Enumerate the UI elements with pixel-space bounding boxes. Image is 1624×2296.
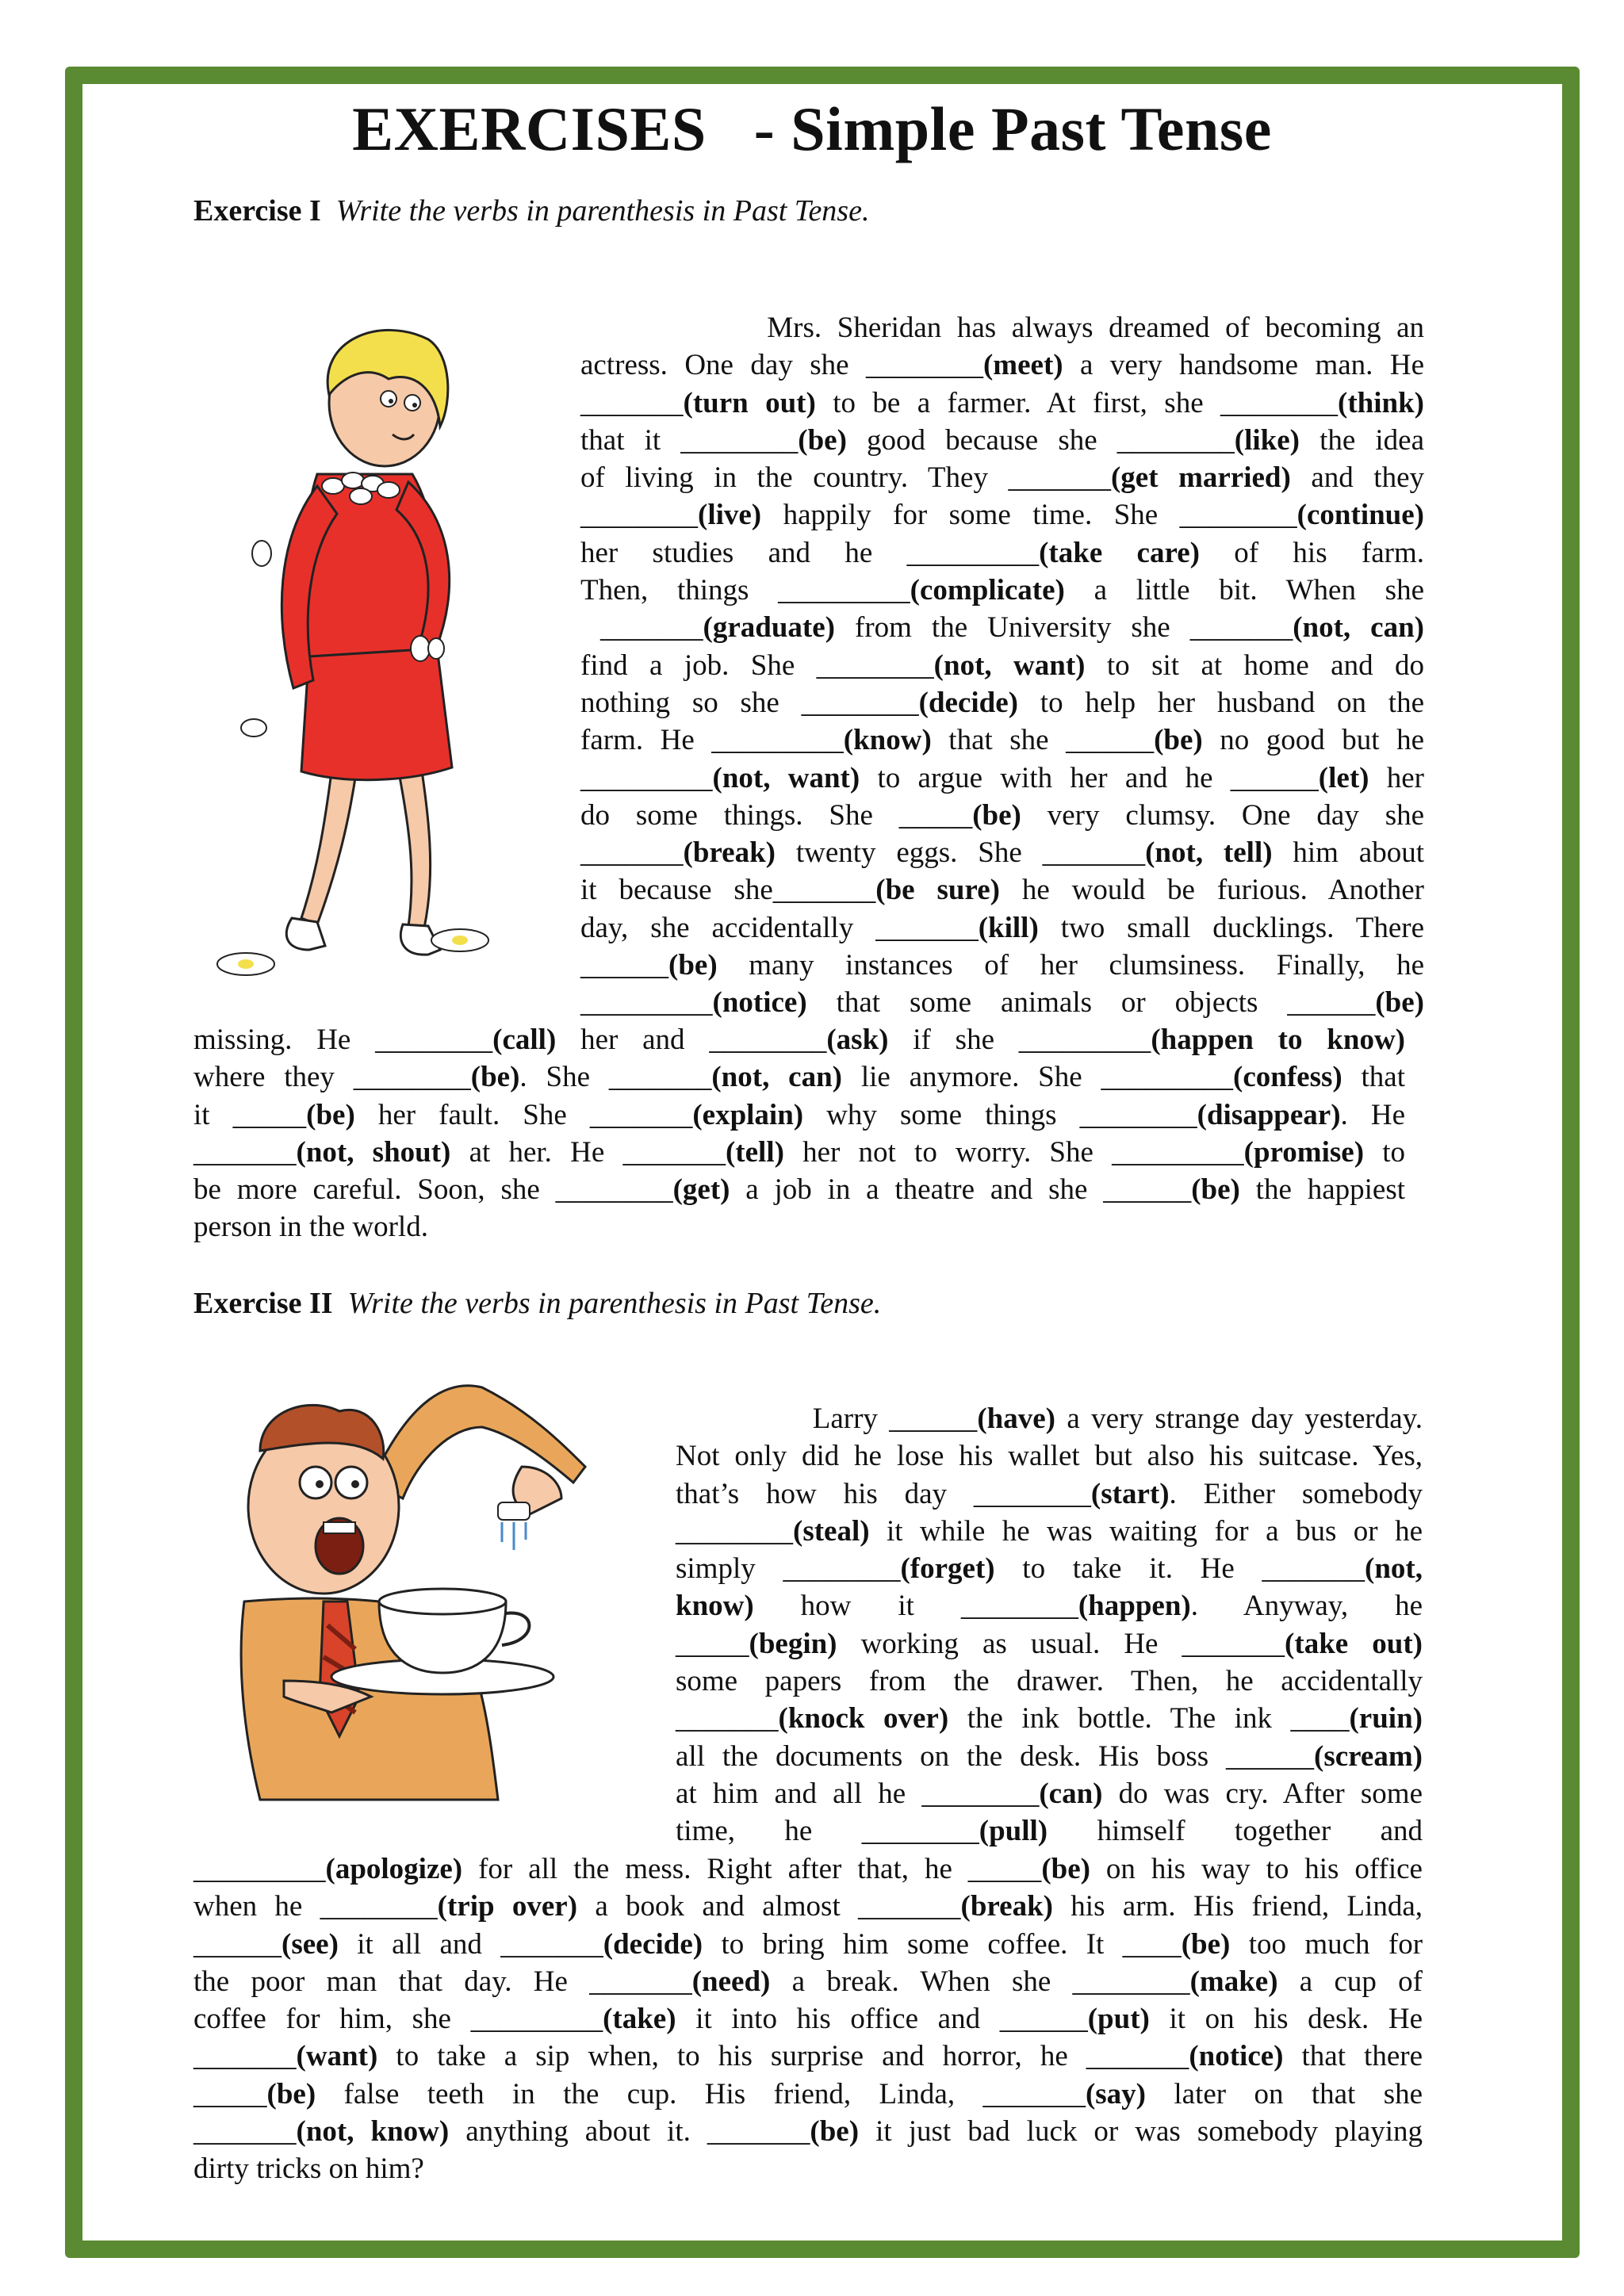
text-segment: _________ [580, 986, 713, 1020]
text-segment: it on his desk. He [1149, 2003, 1423, 2036]
text-segment: to argue with her and he ______ [860, 761, 1319, 794]
verb-prompt: (pull) [979, 1815, 1048, 1848]
text-segment: and they [1290, 461, 1425, 495]
text-segment: day, she accidentally _______ [580, 911, 979, 944]
text-segment: her fault. She _______ [354, 1098, 693, 1131]
exercise-2-text-beside-image [676, 1400, 1423, 1850]
text-line [580, 721, 1424, 759]
verb-prompt: (be) [306, 1098, 355, 1131]
verb-prompt: (continue) [1297, 499, 1424, 532]
verb-prompt: (confess) [1233, 1061, 1342, 1094]
text-line [580, 309, 1424, 346]
verb-prompt: (kill) [978, 911, 1039, 944]
text-line [580, 684, 1424, 721]
verb-prompt: (turn out) [683, 386, 816, 419]
text-segment: if she _________ [888, 1024, 1151, 1056]
text-line [193, 1850, 1423, 1888]
verb-prompt: (complicate) [910, 574, 1065, 607]
verb-prompt: (take) [603, 2003, 676, 2036]
text-segment: ________ [676, 1514, 793, 1548]
text-segment: that [1342, 1061, 1406, 1094]
verb-prompt: (think) [1338, 386, 1424, 419]
text-line [193, 1926, 1423, 1963]
verb-prompt: (let) [1318, 761, 1369, 794]
text-line [580, 572, 1424, 609]
text-segment: Not only did he lose his wallet but also his suitcase. Yes, [676, 1440, 1423, 1473]
text-segment: her [1369, 761, 1424, 794]
text-segment: twenty eggs. She _______ [775, 836, 1146, 870]
text-segment: why some things ________ [803, 1098, 1197, 1131]
verb-prompt: (start) [1090, 1477, 1170, 1510]
text-segment: many instances of her clumsiness. Finally, he [717, 949, 1424, 982]
text-segment: actress. One day she ________ [580, 349, 983, 382]
verb-prompt: (can) [1039, 1777, 1103, 1810]
verb-prompt: know) [676, 1590, 754, 1623]
verb-prompt: (say) [1085, 2077, 1146, 2110]
text-segment: time, he ________ [676, 1815, 979, 1848]
verb-prompt: (not, [1365, 1552, 1423, 1586]
verb-prompt: (graduate) [703, 611, 835, 645]
text-line [193, 2038, 1423, 2075]
text-segment: good because she ________ [846, 423, 1235, 457]
text-segment: all the documents on the desk. His boss ______ [676, 1739, 1315, 1773]
verb-prompt: (be) [266, 2077, 316, 2110]
exercise-1-instruction: Write the verbs in parenthesis in Past Tense. [335, 194, 870, 228]
text-segment: later on that she [1146, 2077, 1423, 2110]
text-segment: too much for [1230, 1927, 1423, 1961]
text-segment: _______ [193, 2115, 297, 2149]
text-line [580, 909, 1424, 947]
verb-prompt: (notice) [1189, 2040, 1284, 2073]
text-segment: a little bit. When she [1064, 574, 1424, 607]
text-segment: the ink bottle. The ink ____ [948, 1702, 1350, 1735]
text-segment: a cup of [1277, 1965, 1423, 1998]
text-segment: from the University she _______ [834, 611, 1293, 645]
text-segment: of his farm. [1199, 536, 1424, 569]
verb-prompt: (call) [492, 1024, 557, 1056]
verb-prompt: (forget) [900, 1552, 995, 1586]
text-segment: _______ [580, 836, 684, 870]
text-line [580, 534, 1424, 572]
verb-prompt: (tell) [725, 1135, 784, 1169]
text-line [580, 834, 1424, 871]
text-segment: that’s how his day ________ [676, 1477, 1091, 1510]
verb-prompt: (be) [668, 949, 718, 982]
text-segment: very clumsy. One day she [1021, 798, 1425, 832]
verb-prompt: (put) [1087, 2003, 1150, 2036]
text-line [580, 871, 1424, 909]
text-segment: himself together and [1048, 1815, 1423, 1848]
text-line [580, 797, 1424, 834]
exercise-2-label: Exercise II [193, 1287, 333, 1320]
verb-prompt: (get married) [1110, 461, 1291, 495]
text-line [676, 1550, 1423, 1587]
text-segment: to [1364, 1135, 1406, 1169]
text-segment: on his way to his office [1090, 1853, 1423, 1885]
exercise-2-instruction: Write the verbs in parenthesis in Past Tense. [347, 1287, 882, 1320]
text-segment: a break. When she ________ [770, 1965, 1190, 1998]
text-segment: ______ [193, 1927, 282, 1961]
text-segment: it because she_______ [580, 874, 876, 907]
text-line [676, 1475, 1423, 1513]
text-segment: to sit at home and do [1085, 649, 1424, 682]
text-segment: lie anymore. She _________ [841, 1061, 1233, 1094]
verb-prompt: (see) [282, 1927, 339, 1961]
text-segment: do some things. She _____ [580, 798, 973, 832]
text-segment: at him and all he ________ [676, 1777, 1040, 1810]
text-line [676, 1437, 1423, 1475]
text-line [193, 2076, 1423, 2113]
verb-prompt: (be) [798, 423, 847, 457]
text-line [193, 1021, 1405, 1058]
verb-prompt: (ask) [826, 1024, 889, 1056]
text-line [676, 1587, 1423, 1624]
text-segment: _________ [580, 761, 713, 794]
text-line [193, 1888, 1423, 1925]
exercise-1-text-beside-image [580, 309, 1424, 1022]
verb-prompt: (steal) [793, 1514, 870, 1548]
text-line [676, 1625, 1423, 1663]
text-segment: her not to worry. She _________ [783, 1135, 1244, 1169]
verb-prompt: (apologize) [325, 1853, 463, 1885]
verb-prompt: (not, can) [1293, 611, 1425, 645]
verb-prompt: (ruin) [1349, 1702, 1423, 1735]
text-segment: his arm. His friend, Linda, [1053, 1890, 1423, 1923]
verb-prompt: (trip over) [437, 1890, 578, 1923]
text-segment: happily for some time. She ________ [761, 499, 1297, 532]
verb-prompt: (take out) [1285, 1627, 1423, 1660]
text-segment: a book and almost _______ [577, 1890, 961, 1923]
text-line [193, 1171, 1405, 1208]
text-segment: Mrs. Sheridan has always dreamed of becoming an [580, 312, 1424, 344]
text-segment: Then, things _________ [580, 574, 910, 607]
text-segment: _________ [193, 1853, 326, 1885]
exercise-2-text-full-width [193, 1850, 1423, 2188]
text-segment: do was cry. After some [1102, 1777, 1423, 1810]
text-segment: for all the mess. Right after that, he _____ [462, 1853, 1042, 1885]
verb-prompt: (meet) [982, 349, 1063, 382]
text-segment: that there [1283, 2040, 1423, 2073]
exercise-1-text-full-width [193, 1021, 1405, 1246]
verb-prompt: (not, want) [712, 761, 860, 794]
verb-prompt: (not, know) [296, 2115, 450, 2149]
text-segment: to take a sip when, to his surprise and horror, he _______ [377, 2040, 1189, 2073]
text-segment: it into his office and ______ [676, 2003, 1088, 2036]
text-segment: person in the world. [193, 1211, 428, 1244]
verb-prompt: (happen) [1078, 1590, 1191, 1623]
text-segment: that it ________ [580, 423, 799, 457]
text-segment: ________ [580, 499, 698, 532]
verb-prompt: (get) [672, 1173, 730, 1207]
text-segment: him about [1272, 836, 1424, 870]
text-segment: no good but he [1202, 724, 1424, 757]
text-line [193, 2150, 1423, 2187]
verb-prompt: (promise) [1243, 1135, 1365, 1169]
text-segment: the idea [1299, 423, 1425, 457]
text-segment: the happiest [1239, 1173, 1405, 1207]
text-segment: . Either somebody [1169, 1477, 1423, 1510]
text-segment: _______ [580, 611, 703, 645]
shocked-man-illustration [213, 1364, 657, 1808]
verb-prompt: (take care) [1039, 536, 1200, 569]
text-segment: some papers from the drawer. Then, he accidentally [676, 1665, 1423, 1698]
verb-prompt: (not, can) [711, 1061, 842, 1094]
text-line [676, 1513, 1423, 1550]
text-segment: when he ________ [193, 1890, 438, 1923]
verb-prompt: (be) [1191, 1173, 1240, 1207]
verb-prompt: (like) [1234, 423, 1300, 457]
verb-prompt: (notice) [712, 986, 807, 1020]
exercise-2-heading [193, 1286, 881, 1321]
text-segment: dirty tricks on him? [193, 2152, 424, 2186]
text-segment: two small ducklings. There [1038, 911, 1424, 944]
verb-prompt: (begin) [749, 1627, 837, 1660]
verb-prompt: (be) [810, 2115, 860, 2149]
text-line [193, 1058, 1405, 1096]
text-segment: a very strange day yesterday. [1055, 1402, 1423, 1435]
text-segment: simply ________ [676, 1552, 901, 1586]
text-segment: to be a farmer. At first, she ________ [815, 386, 1339, 419]
verb-prompt: (be sure) [875, 874, 1000, 907]
text-segment: _____ [193, 2077, 267, 2110]
text-line [193, 1208, 1405, 1246]
text-segment: how it ________ [753, 1590, 1078, 1623]
text-line [580, 984, 1424, 1021]
text-segment: ______ [580, 949, 668, 982]
text-line [676, 1700, 1423, 1737]
verb-prompt: (be) [470, 1061, 520, 1094]
text-segment: it all and _______ [338, 1927, 603, 1961]
text-line [580, 346, 1424, 384]
verb-prompt: (knock over) [778, 1702, 949, 1735]
text-segment: farm. He _________ [580, 724, 844, 757]
text-segment: nothing so she ________ [580, 686, 919, 719]
verb-prompt: (be) [1375, 986, 1424, 1020]
text-line [193, 2113, 1423, 2150]
text-segment: _______ [193, 1135, 297, 1169]
text-segment: missing. He ________ [193, 1024, 493, 1056]
text-segment: to take it. He _______ [994, 1552, 1365, 1586]
text-line [580, 385, 1424, 422]
text-line [193, 2000, 1423, 2038]
text-segment: coffee for him, she _________ [193, 2003, 603, 2036]
text-segment: that some animals or objects ______ [806, 986, 1376, 1020]
text-segment: her and ________ [556, 1024, 827, 1056]
text-line [676, 1812, 1423, 1850]
verb-prompt: (break) [960, 1890, 1054, 1923]
verb-prompt: (not, want) [933, 649, 1086, 682]
verb-prompt: (decide) [603, 1927, 703, 1961]
verb-prompt: (know) [843, 724, 932, 757]
verb-prompt: (explain) [692, 1098, 804, 1131]
text-segment: to help her husband on the [1018, 686, 1425, 719]
text-segment: the poor man that day. He _______ [193, 1965, 692, 1998]
clumsy-woman-illustration [198, 316, 571, 997]
text-line [580, 459, 1424, 496]
verb-prompt: (live) [698, 499, 762, 532]
text-line [193, 1096, 1405, 1134]
text-line [580, 647, 1424, 684]
text-segment: it _____ [193, 1098, 307, 1131]
text-segment: it just bad luck or was somebody playing [859, 2115, 1423, 2149]
verb-prompt: (make) [1189, 1965, 1278, 1998]
verb-prompt: (break) [683, 836, 776, 870]
text-segment: it while he was waiting for a bus or he [869, 1514, 1423, 1548]
verb-prompt: (decide) [918, 686, 1019, 719]
text-segment: _______ [580, 386, 684, 419]
text-line [580, 422, 1424, 459]
exercise-1-label: Exercise I [193, 194, 321, 228]
verb-prompt: (happen to know) [1151, 1024, 1405, 1056]
text-segment: that she ______ [931, 724, 1155, 757]
text-segment: he would be furious. Another [999, 874, 1424, 907]
verb-prompt: (be) [1041, 1853, 1090, 1885]
verb-prompt: (want) [296, 2040, 378, 2073]
verb-prompt: (not, tell) [1145, 836, 1273, 870]
verb-prompt: (disappear) [1197, 1098, 1341, 1131]
text-segment: a very handsome man. He [1063, 349, 1424, 382]
text-segment: _______ [193, 2040, 297, 2073]
text-line [193, 1963, 1423, 2000]
verb-prompt: (need) [691, 1965, 771, 1998]
exercise-1-heading [193, 193, 869, 228]
text-segment: be more careful. Soon, she ________ [193, 1173, 673, 1207]
verb-prompt: (not, shout) [296, 1135, 451, 1169]
text-segment: at her. He _______ [450, 1135, 726, 1169]
text-segment: _____ [676, 1627, 749, 1660]
text-line [676, 1738, 1423, 1775]
text-segment: to bring him some coffee. It ____ [703, 1927, 1182, 1961]
verb-prompt: (be) [972, 798, 1021, 832]
text-line [580, 760, 1424, 797]
text-line [676, 1400, 1423, 1437]
text-line [580, 947, 1424, 984]
text-segment: . Anyway, he [1190, 1590, 1423, 1623]
text-line [580, 496, 1424, 534]
text-segment: of living in the country. They _______ [580, 461, 1111, 495]
text-line [676, 1775, 1423, 1812]
verb-prompt: (be) [1154, 724, 1203, 757]
text-segment: anything about it. _______ [449, 2115, 810, 2149]
text-segment: Larry ______ [676, 1402, 978, 1435]
text-line [676, 1663, 1423, 1700]
verb-prompt: (be) [1181, 1927, 1231, 1961]
text-segment: where they ________ [193, 1061, 471, 1094]
text-segment: her studies and he _________ [580, 536, 1040, 569]
page-title: EXERCISES - Simple Past Tense [352, 94, 1272, 163]
text-segment: . She _______ [519, 1061, 712, 1094]
verb-prompt: (have) [977, 1402, 1055, 1435]
text-segment: find a job. She ________ [580, 649, 934, 682]
text-segment: . He [1340, 1098, 1406, 1131]
text-line [580, 609, 1424, 646]
text-segment: working as usual. He _______ [837, 1627, 1285, 1660]
text-line [193, 1134, 1405, 1171]
text-segment: _______ [676, 1702, 779, 1735]
text-segment: false teeth in the cup. His friend, Linda, _______ [316, 2077, 1086, 2110]
verb-prompt: (scream) [1314, 1739, 1423, 1773]
text-segment: a job in a theatre and she ______ [730, 1173, 1192, 1207]
